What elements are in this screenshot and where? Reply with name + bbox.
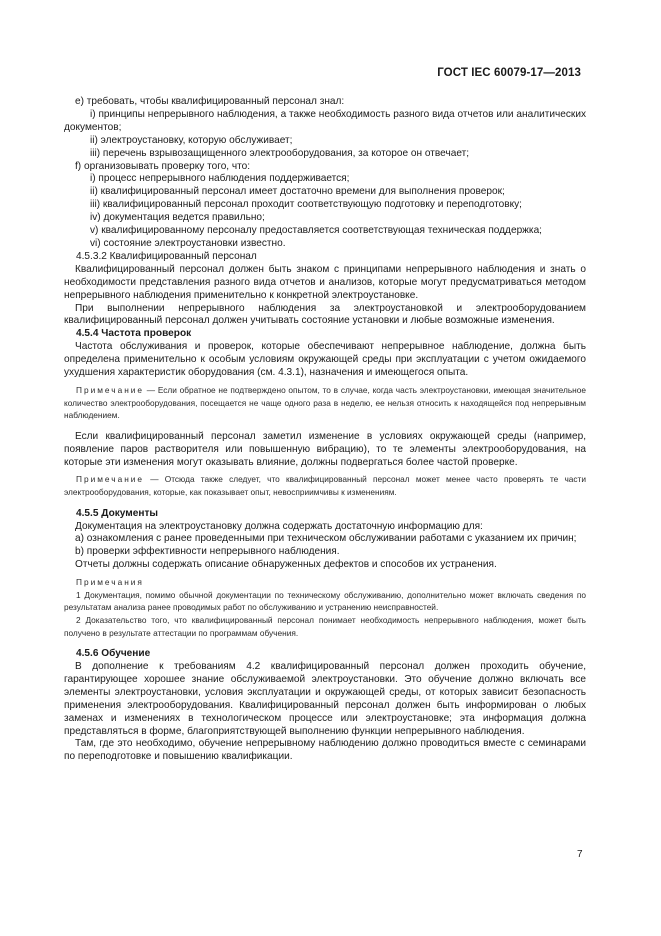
section-455-item-b: b) проверки эффективности непрерывного наблюдения.: [75, 546, 340, 558]
section-455-paragraph-2: Отчеты должны содержать описание обнаруженных дефектов и способов их устранения.: [75, 559, 497, 571]
section-454-heading: 4.5.4 Частота проверок: [76, 328, 192, 340]
list-e-item-ii: ii) электроустановку, которую обслуживает;: [90, 134, 293, 146]
section-455-item-a: a) ознакомления с ранее проведенными при техническом обслуживании работами с указанием их причин;: [75, 533, 577, 545]
section-4532-paragraph-1: Квалифицированный персонал должен быть знаком с принципами непрерывного наблюдения и знать о необходимости представления разного вида отчетов и анализов, которые могут предусматриваться методом непрерывного наблюдения применительно к конкретной электроустановке.: [64, 263, 586, 301]
section-454-paragraph-2: Если квалифицированный персонал заметил изменение в условиях окружающей среды (например, появление паров растворителя или повышенную вибрацию), то те элементы электрооборудования, на которые эти изменения могут оказывать влияние, должны подвергаться более частой проверке.: [64, 430, 586, 468]
section-456-heading: 4.5.6 Обучение: [76, 648, 151, 660]
note-label: Примечание: [76, 474, 145, 485]
list-f-item-i: i) процесс непрерывного наблюдения поддерживается;: [90, 173, 350, 185]
section-454-paragraph-1: Частота обслуживания и проверок, которые обеспечивают непрерывное наблюдение, должна быть определена применительно к особым условиям окружающей среды при эксплуатации с учетом ожидаемого ухудшения характеристик оборудования (см. 4.3.1), назначения и имеющегося опыта.: [64, 341, 586, 379]
standard-header: ГОСТ IEC 60079-17—2013: [437, 67, 581, 79]
list-f-item-iii: iii) квалифицированный персонал проходит соответствующую подготовку и переподготовку;: [90, 199, 522, 211]
section-455-heading: 4.5.5 Документы: [76, 507, 159, 519]
section-454-note-1: [64, 384, 586, 422]
list-e-item-iii: iii) перечень взрывозащищенного электрооборудования, за которое он отвечает;: [90, 147, 470, 159]
section-455-note-2: 2 Доказательство того, что квалифицированный персонал понимает необходимость непрерывного наблюдения, может быть получено в результате аттестации по программам обучения.: [64, 614, 586, 638]
note-text: — Отсюда также следует, что квалифицированный персонал может менее часто проверять те части электрооборудования, которые, как показывает опыт, невосприимчивы к изменениям.: [64, 474, 586, 498]
list-f-item-iv: iv) документация ведется правильно;: [90, 212, 265, 224]
list-f-item-vi: vi) состояние электроустановки известно.: [90, 237, 286, 249]
section-4532-heading: 4.5.3.2 Квалифицированный персонал: [76, 250, 257, 262]
list-e-item-i: i) принципы непрерывного наблюдения, а также необходимость разного вида отчетов или аналитических документов;: [64, 108, 586, 133]
section-455-paragraph-1: Документация на электроустановку должна содержать достаточную информацию для:: [75, 520, 483, 532]
section-4532-paragraph-2: При выполнении непрерывного наблюдения за электроустановкой и электрооборудованием квалифицированный персонал должен учитывать состояние установки и любые возможные изменения.: [64, 302, 586, 327]
section-455-note-1: 1 Документация, помимо обычной документации по техническому обслуживанию, дополнительно может включать сведения по результатам анализа ранее проводимых работ по обслуживанию и устранению неисправностей.: [64, 589, 586, 613]
list-e-intro: e) требовать, чтобы квалифицированный персонал знал:: [75, 96, 345, 107]
list-f-item-v: v) квалифицированному персоналу предоставляется соответствующая техническая поддержка;: [90, 225, 542, 237]
note-label: Примечание: [76, 384, 145, 395]
page-body: [64, 96, 586, 764]
section-456-paragraph-1: В дополнение к требованиям 4.2 квалифицированный персонал должен проходить обучение, гарантирующее хорошее знание обслуживаемой электроустановки. Это обучение должно включать все элементы электроустановки, условия эксплуатации и окружающей среды, от которых зависит безопасность применения электрооборудования. Квалифицированный персонал должен быть информирован о любых заменах и изменениях в технологическом процессе или электроустановке; эта информация должна представляться в форме, благоприятствующей выполнению функции непрерывного наблюдения.: [64, 661, 586, 737]
list-f-item-ii: ii) квалифицированный персонал имеет достаточно времени для выполнения проверок;: [90, 186, 505, 198]
section-456-paragraph-2: Там, где это необходимо, обучение непрерывному наблюдению должно проводиться вместе с семинарами по переподготовке и повышению квалификации.: [64, 738, 586, 763]
page-number: 7: [577, 849, 583, 860]
section-454-note-2: [64, 473, 586, 498]
note-text: — Если обратное не подтверждено опытом, то в случае, когда часть электроустановки, имеющая значительное количество электрооборудования, посещается не чаще одного раза в неделю, ее нельзя относить к находящейся под непрерывным наблюдением.: [64, 384, 586, 421]
section-455-notes-label: Примечания: [76, 577, 144, 588]
list-f-intro: f) организовывать проверку того, что:: [75, 160, 251, 172]
